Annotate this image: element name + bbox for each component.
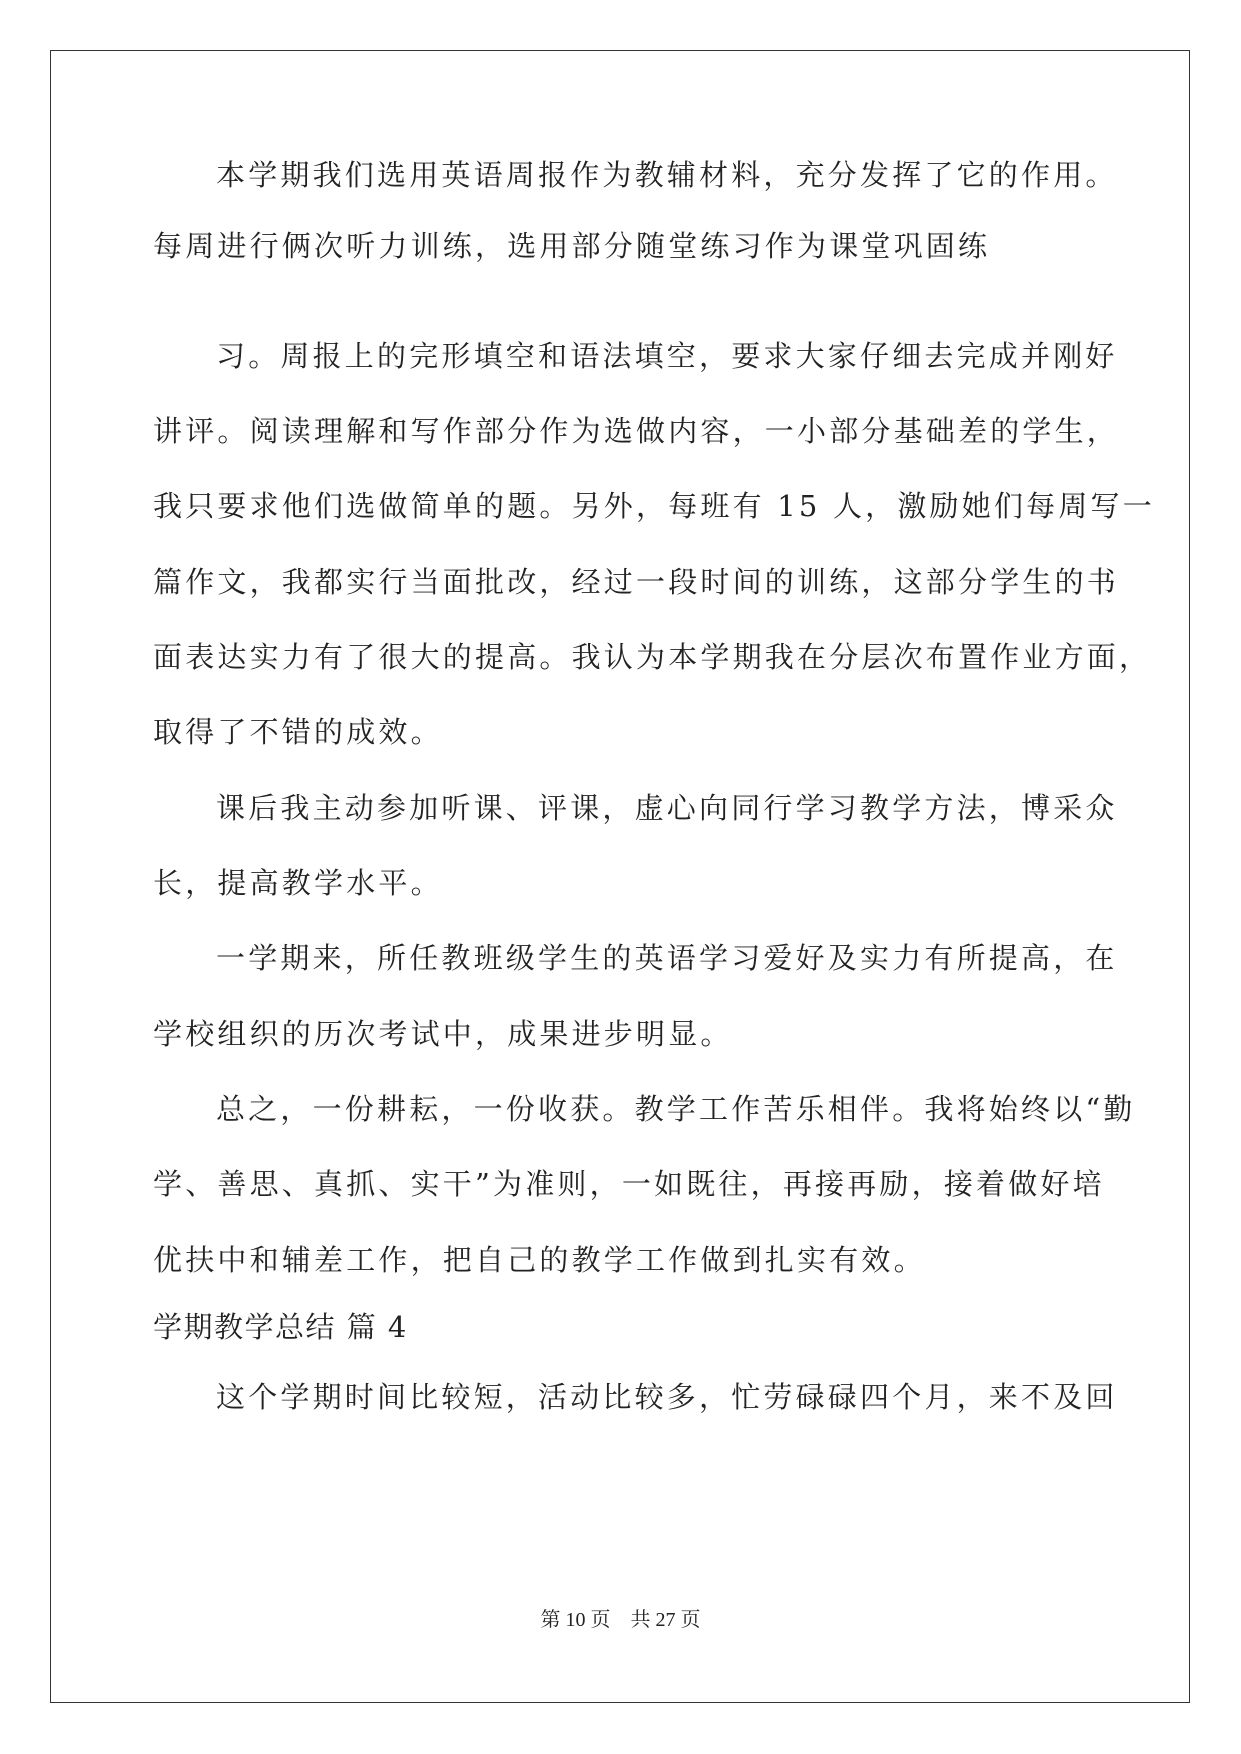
text-line: 篇作文，我都实行当面批改，经过一段时间的训练，这部分学生的书 bbox=[153, 565, 1120, 599]
text-line: 课后我主动参加听课、评课，虚心向同行学习教学方法，博采众 bbox=[216, 791, 1118, 825]
text-line: 我只要求他们选做简单的题。另外，每班有 15 人，激励她们每周写一 bbox=[153, 489, 1155, 523]
text-line: 这个学期时间比较短，活动比较多，忙劳碌碌四个月，来不及回 bbox=[216, 1380, 1118, 1414]
page-total: 共 27 页 bbox=[630, 1609, 701, 1631]
text-line: 总之，一份耕耘，一份收获。教学工作苦乐相伴。我将始终以“勤 bbox=[216, 1092, 1136, 1126]
section-heading: 学期教学总结 篇 4 bbox=[153, 1310, 408, 1344]
text-line: 习。周报上的完形填空和语法填空，要求大家仔细去完成并刚好 bbox=[216, 339, 1118, 373]
text-line: 面表达实力有了很大的提高。我认为本学期我在分层次布置作业方面， bbox=[153, 640, 1152, 674]
text-line: 讲评。阅读理解和写作部分作为选做内容，一小部分基础差的学生， bbox=[153, 414, 1120, 448]
text-line: 优扶中和辅差工作，把自己的教学工作做到扎实有效。 bbox=[153, 1243, 926, 1277]
text-line: 每周进行俩次听力训练，选用部分随堂练习作为课堂巩固练 bbox=[153, 229, 991, 263]
text-line: 长，提高教学水平。 bbox=[153, 866, 443, 900]
page-footer bbox=[0, 1606, 1241, 1634]
text-line: 学校组织的历次考试中，成果进步明显。 bbox=[153, 1017, 733, 1051]
text-line: 本学期我们选用英语周报作为教辅材料，充分发挥了它的作用。 bbox=[216, 158, 1118, 192]
page-number: 第 10 页 bbox=[540, 1609, 611, 1631]
text-line: 一学期来，所任教班级学生的英语学习爱好及实力有所提高，在 bbox=[216, 941, 1118, 975]
text-line: 取得了不错的成效。 bbox=[153, 715, 443, 749]
text-line: 学、善思、真抓、实干”为准则，一如既往，再接再励，接着做好培 bbox=[153, 1167, 1105, 1201]
